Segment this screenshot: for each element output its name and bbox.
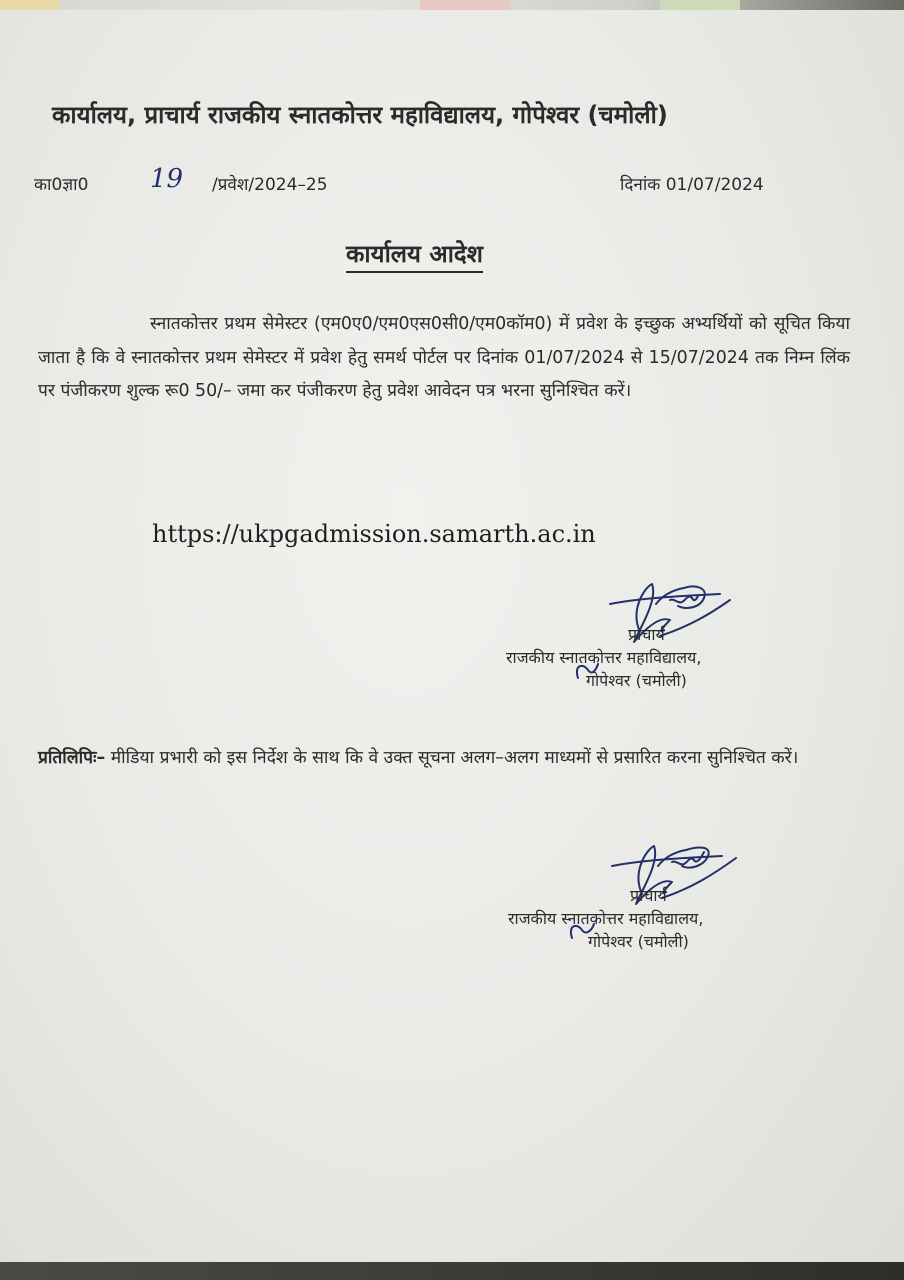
top-edge-strip (0, 0, 904, 10)
edge-accent (660, 0, 740, 10)
edge-accent (0, 0, 60, 10)
order-body: स्नातकोत्तर प्रथम सेमेस्टर (एम0ए0/एम0एस0सी0/एम0कॉम0) में प्रवेश के इच्छुक अभ्यर्थियों को सूचित किया जाता है कि वे स्नातकोत्तर प्रथम सेमेस्टर में प्रवेश हेतु समर्थ पोर्टल पर दिनांक 01/07/2024 से 15/07/2024 तक निम्न लिंक पर पंजीकरण शुल्क रू0 50/– जमा कर पंजीकरण हेतु प्रवेश आवेदन पत्र भरना सुनिश्चित करें। (38, 314, 850, 401)
signatory-college: राजकीय स्नातकोत्तर महाविद्यालय, (508, 909, 704, 928)
bottom-edge-strip (0, 1262, 904, 1280)
signatory-place: गोपेश्वर (चमोली) (588, 932, 689, 951)
reference-suffix: /प्रवेश/2024–25 (212, 175, 328, 195)
signatory-college: राजकीय स्नातकोत्तर महाविद्यालय, (506, 648, 702, 667)
copy-to-label: प्रतिलिपिः– (38, 748, 106, 768)
admission-link[interactable]: https://ukpgadmission.samarth.ac.in (152, 520, 596, 548)
signatory-designation: प्राचार्य (630, 886, 667, 905)
order-date: दिनांक 01/07/2024 (620, 175, 764, 195)
copy-to-section (38, 742, 812, 776)
copy-to-text: मीडिया प्रभारी को इस निर्देश के साथ कि वे उक्त सूचना अलग–अलग माध्यमों से प्रसारित करना सुनिश्चित करें। (110, 748, 799, 768)
reference-prefix: का0ज्ञा0 (34, 175, 89, 195)
signatory-designation: प्राचार्य (628, 625, 665, 644)
reference-number-handwritten: 19 (150, 164, 184, 194)
edge-accent (420, 0, 510, 10)
order-title: कार्यालय आदेश (346, 237, 483, 273)
signatory-place: गोपेश्वर (चमोली) (586, 671, 687, 690)
office-header: कार्यालय, प्राचार्य राजकीय स्नातकोत्तर महाविद्यालय, गोपेश्वर (चमोली) (52, 101, 668, 129)
